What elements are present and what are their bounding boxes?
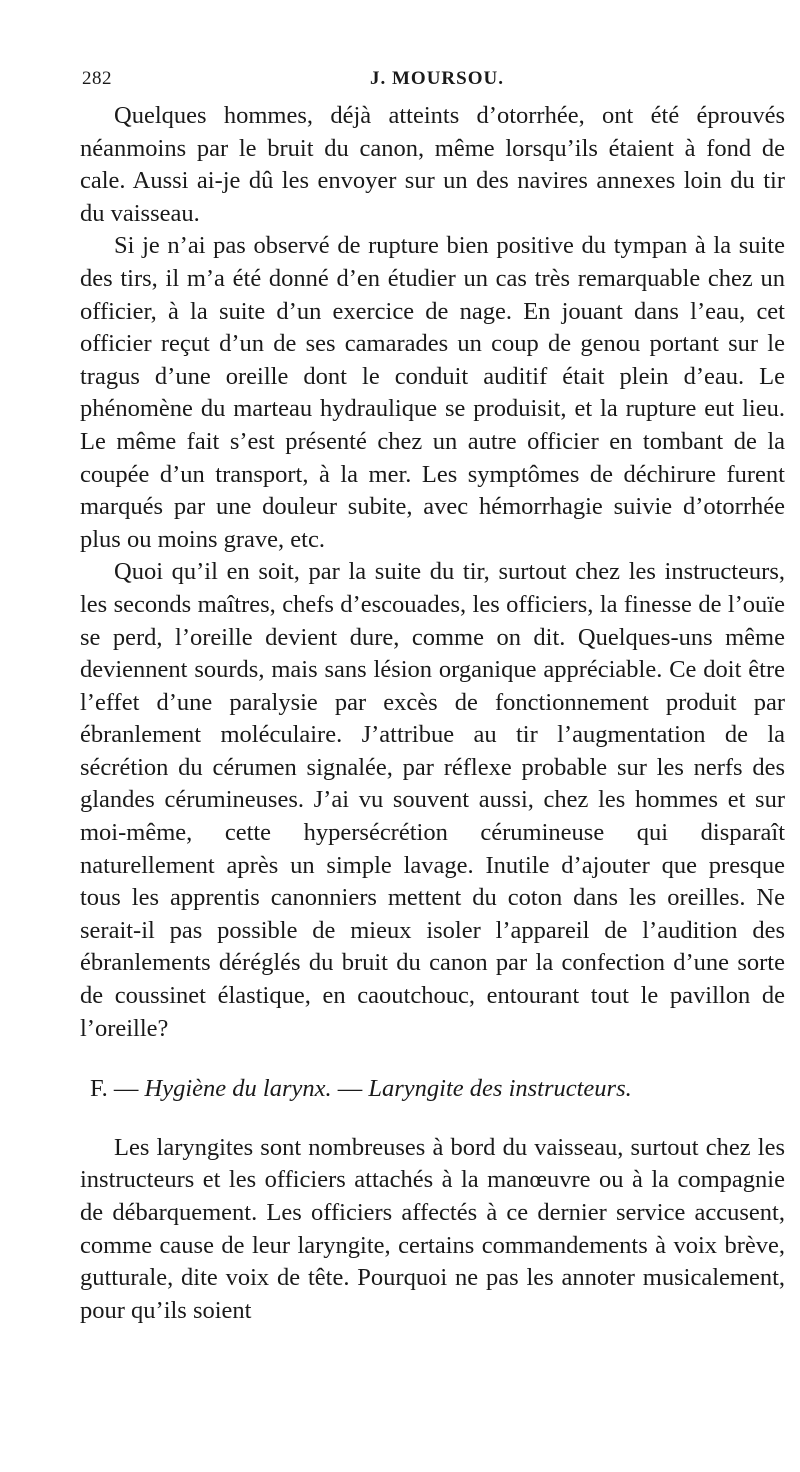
section-letter: F. bbox=[90, 1075, 108, 1103]
section-title-laryngitis: Laryngite des instructeurs. bbox=[368, 1075, 632, 1103]
paragraph-otorrhea: Quelques hommes, déjà atteints d’otorrhée, ont été éprouvés néanmoins par le bruit du canon, même lorsqu’ils étaient à fond de cale. Aussi ai-je dû les envoyer sur un des navires annexes loin du tir du vaisseau. bbox=[80, 102, 785, 227]
page-number: 282 bbox=[82, 68, 112, 89]
book-page bbox=[80, 60, 785, 1327]
section-title-hygiene: Hygiène du larynx. bbox=[144, 1075, 332, 1103]
section-dash: — bbox=[337, 1075, 363, 1103]
section-dash: — bbox=[113, 1075, 139, 1103]
running-head-author: J. MOURSOU. bbox=[370, 68, 504, 89]
paragraph-laryngitis: Les laryngites sont nombreuses à bord du vaisseau, surtout chez les instructeurs et les officiers attachés à la manœuvre ou à la compagnie de débarquement. Les officiers affectés à ce dernier service accusent, comme cause de leur laryngite, certains commandements à voix brève, gutturale, dite voix de tête. Pourquoi ne pas les annoter musicalement, pour qu’ils soient bbox=[80, 1133, 785, 1324]
paragraph-tympan-rupture: Si je n’ai pas observé de rupture bien positive du tympan à la suite des tirs, il m’a été donné d’en étudier un cas très remarquable chez un officier, à la suite d’un exercice de nage. En jouant dans l’eau, cet officier reçut d’un de ses camarades un coup de genou portant sur le tragus d’une oreille dont le conduit auditif était plein d’eau. Le phénomène du marteau hydraulique se produisit, et la rupture eut lieu. Le même fait s’est présenté chez un autre officier en tombant de la coupée d’un transport, à la mer. Les symptômes de déchirure furent marqués par une douleur subite, avec hémorrhagie suivie d’otorrhée plus ou moins grave, etc. bbox=[80, 232, 785, 553]
paragraph-hearing-loss: Quoi qu’il en soit, par la suite du tir, surtout chez les instructeurs, les seconds maîtres, chefs d’escouades, les officiers, la finesse de l’ouïe se perd, l’oreille devient dure, comme on dit. Quelques-uns même deviennent sourds, mais sans lésion organique appréciable. Ce doit être l’effet d’une paralysie par excès de fonctionnement produit par ébranlement moléculaire. J’attribue au tir l’augmentation de la sécrétion du cérumen signalée, par réflexe probable sur les nerfs des glandes cérumineuses. J’ai vu souvent aussi, chez les hommes et sur moi-même, cette hypersécrétion cérumineuse qui disparaît naturellement après un simple lavage. Inutile d’ajouter que presque tous les apprentis canonniers mettent du coton dans les oreilles. Ne serait-il pas possible de mieux isoler l’appareil de l’audition des ébranlements déréglés du bruit du canon par la confection d’une sorte de coussinet élastique, en caoutchouc, entourant tout le pavillon de l’oreille? bbox=[80, 558, 785, 1042]
running-head bbox=[80, 60, 785, 100]
section-heading bbox=[80, 1045, 785, 1132]
